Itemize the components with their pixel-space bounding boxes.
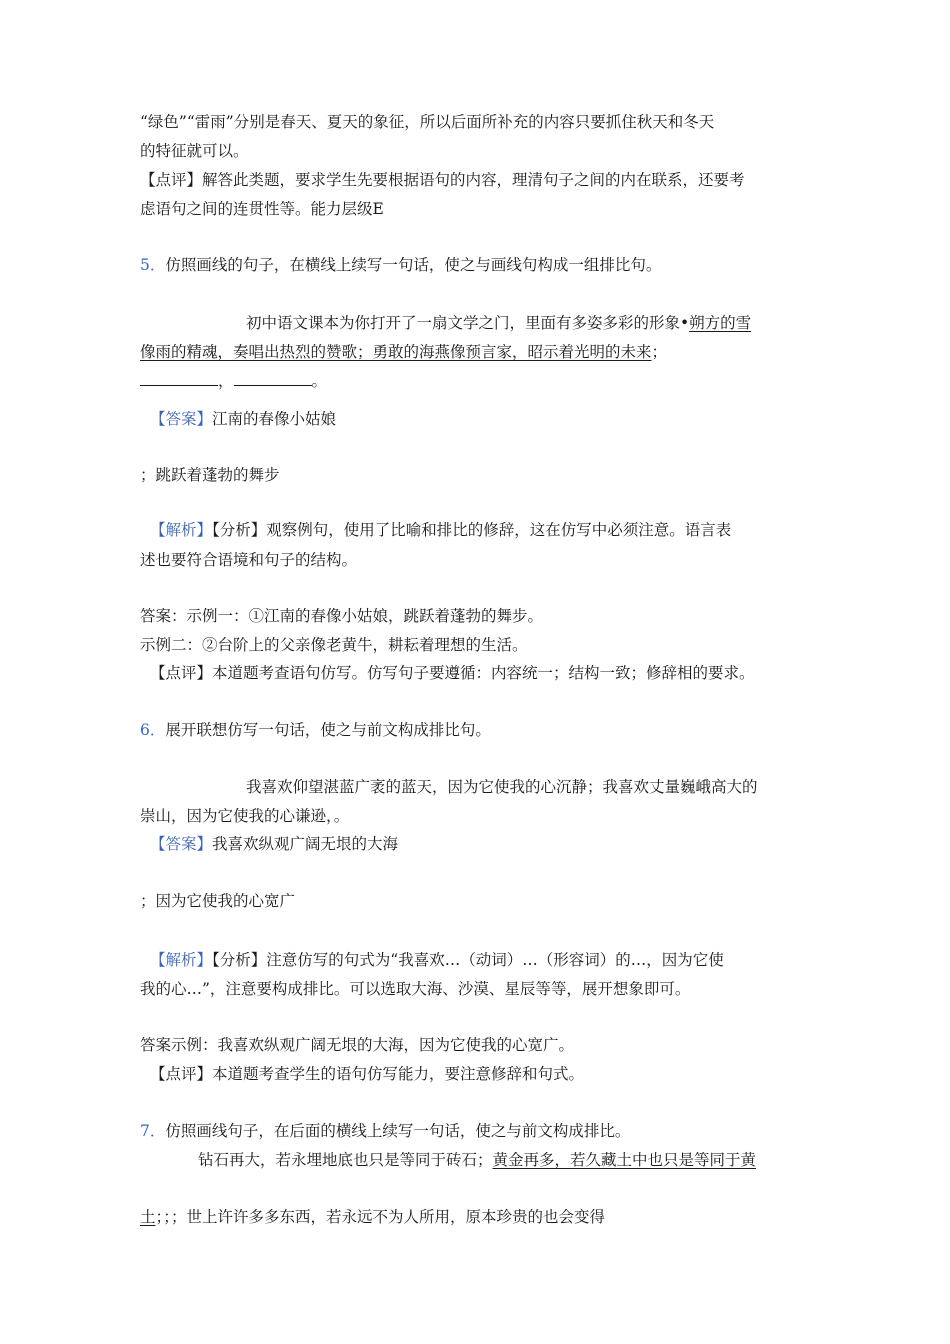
question-5-example-1: 答案：示例一：①江南的春像小姑娘，跳跃着蓬勃的舞步。 [140,607,544,625]
answer-text: 我喜欢纵观广阔无垠的大海 [212,835,399,853]
para-line-2: 的特征就可以。 [140,142,249,160]
question-5-answer [150,409,336,429]
question-5-answer-continued: ；跳跃着蓬勃的舞步 [140,466,280,484]
plain-text: ；；；世上许许多多东西，若永远不为人所用，原本珍贵的也会变得 [155,1208,606,1226]
answer-blank-1 [140,371,218,386]
para-line-1: “绿色”“雷雨”分别是春天、夏天的象征，所以后面所补充的内容只要抓住秋天和冬天 [140,113,715,131]
question-number: 5． [140,256,166,274]
underlined-text: 黄金再多，若久藏土中也只是等同于黄 [492,1151,757,1169]
question-number: 7． [140,1122,166,1140]
question-7-text-line-1 [198,1150,756,1170]
underlined-text: 像雨的精魂，奏唱出热烈的赞歌；勇敢的海燕像预言家，昭示着光明的未来 [140,343,652,361]
analysis-text: 【分析】注意仿写的句式为“我喜欢…（动词）…（形容词）的…，因为它使 [212,951,724,969]
plain-text: 初中语文课本为你打开了一扇文学之门，里面有多姿多彩的形象• [246,314,690,332]
separator: ， [218,372,234,390]
question-6-prompt [140,720,491,740]
analysis-tag: 【解析】 [150,521,213,539]
underlined-text: 朔方的雪 [689,314,752,332]
question-6-review: 【点评】本道题考查学生的语句仿写能力，要注意修辞和句式。 [150,1065,585,1083]
question-6-text-line-1: 我喜欢仰望湛蓝广袤的蓝天，因为它使我的心沉静；我喜欢丈量巍峨高大的 [246,778,758,796]
question-5-analysis-line-1 [150,520,731,540]
end-mark: 。 [311,372,328,390]
question-7-text-line-2 [140,1207,605,1227]
analysis-tag: 【解析】 [150,951,213,969]
question-5-blanks [140,371,327,391]
question-5-analysis-line-2: 述也要符合语境和句子的结构。 [140,551,358,569]
question-5-review: 【点评】本道题考查语句仿写。仿写句子要遵循：内容统一；结构一致；修辞相的要求。 [150,664,755,682]
question-text: 仿照画线句子，在后面的横线上续写一句话，使之与前文构成排比。 [165,1122,631,1140]
answer-tag: 【答案】 [150,835,213,853]
question-5-prompt [140,255,661,275]
question-5-text-line-1 [246,313,751,333]
analysis-text: 【分析】观察例句，使用了比喻和排比的修辞，这在仿写中必须注意。语言表 [212,521,732,539]
question-5-example-2: 示例二：②台阶上的父亲像老黄牛，耕耘着理想的生活。 [140,636,528,654]
question-6-analysis-line-1 [150,950,724,970]
question-number: 6． [140,721,166,739]
plain-text: ； [651,343,668,361]
review-line-2: 虑语句之间的连贯性等。能力层级E [140,200,384,218]
plain-text: 钻石再大，若永埋地底也只是等同于砖石； [198,1151,493,1169]
answer-text: 江南的春像小姑娘 [212,410,337,428]
question-7-prompt [140,1121,630,1141]
question-6-example: 答案示例：我喜欢纵观广阔无垠的大海，因为它使我的心宽广。 [140,1036,575,1054]
question-text: 展开联想仿写一句话，使之与前文构成排比句。 [165,721,491,739]
question-5-text-line-2 [140,342,667,362]
question-6-answer [150,834,398,854]
question-text: 仿照画线的句子，在横线上续写一句话，使之与画线句构成一组排比句。 [165,256,662,274]
underlined-text: 土 [140,1208,156,1226]
answer-blank-2 [234,371,312,386]
question-6-analysis-line-2: 我的心…”，注意要构成排比。可以选取大海、沙漠、星辰等等，展开想象即可。 [140,980,691,998]
question-6-answer-continued: ；因为它使我的心宽广 [140,892,296,910]
question-6-text-line-2: 崇山，因为它使我的心谦逊，。 [140,807,350,825]
answer-tag: 【答案】 [150,410,213,428]
review-line-1: 【点评】解答此类题，要求学生先要根据语句的内容，理清句子之间的内在联系，还要考 [140,171,745,189]
